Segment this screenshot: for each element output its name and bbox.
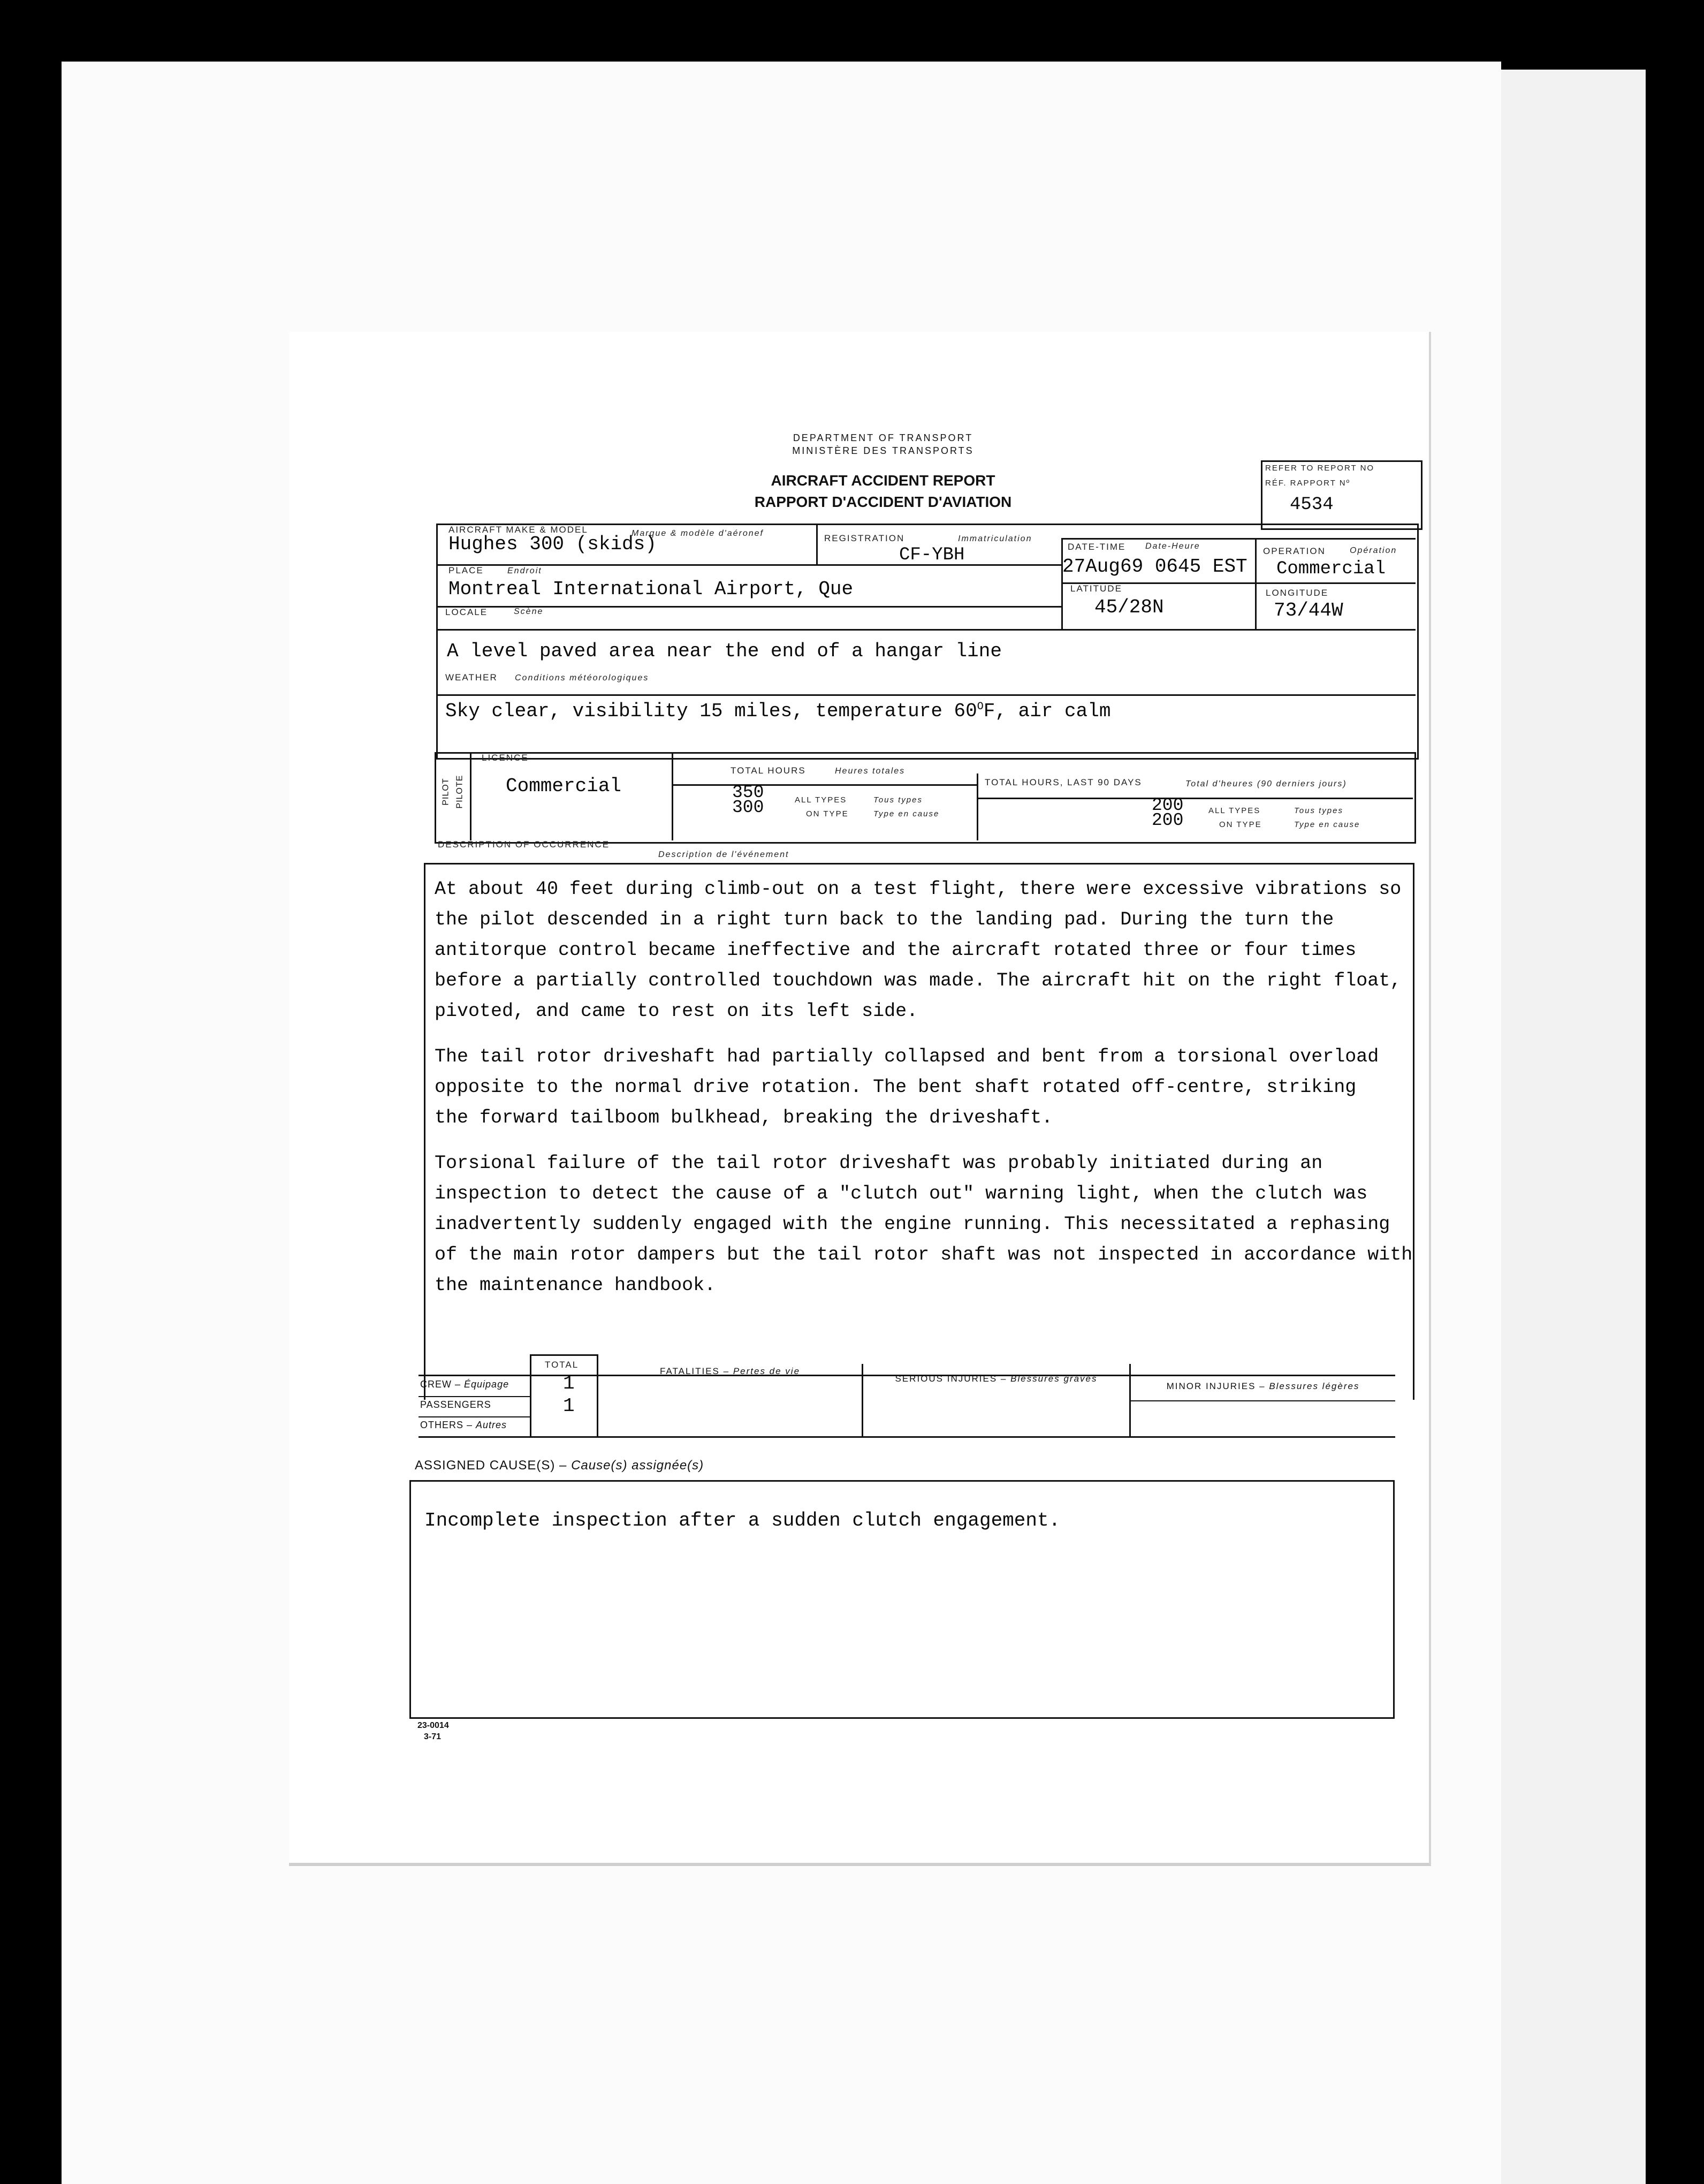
place-value: Montreal International Airport, Que — [448, 578, 854, 600]
last90-on-type-label: ON TYPE — [1219, 820, 1262, 829]
occurrence-line: inadvertently suddenly engaged with the engine running. This necessitated a rephasing — [435, 1214, 1390, 1235]
title-en: AIRCRAFT ACCIDENT REPORT — [771, 472, 995, 489]
datetime-label-fr: Date-Heure — [1145, 542, 1200, 551]
occurrence-line: the pilot descended in a right turn back to the landing pad. During the turn the — [435, 909, 1334, 930]
last90-label: TOTAL HOURS, LAST 90 DAYS — [985, 777, 1142, 787]
total-col-header: TOTAL — [545, 1360, 579, 1370]
occurrence-line: opposite to the normal drive rotation. The bent shaft rotated off-centre, striking — [435, 1076, 1357, 1098]
title-fr: RAPPORT D'ACCIDENT D'AVIATION — [754, 494, 1012, 510]
occurrence-label: DESCRIPTION OF OCCURRENCE — [438, 839, 610, 850]
operation-label: OPERATION — [1263, 546, 1326, 556]
report-number: 4534 — [1290, 495, 1334, 515]
place-label-fr: Endroit — [507, 566, 542, 575]
ref-label: REFER TO REPORT NO — [1265, 464, 1375, 473]
ref-label-fr: RÉF. RAPPORT Nº — [1265, 479, 1351, 488]
reg-value: CF-YBH — [899, 545, 965, 565]
form-number: 23-0014 — [417, 1721, 449, 1730]
others-row-label: OTHERS – Autres — [420, 1420, 507, 1430]
make-value: Hughes 300 (skids) — [448, 533, 657, 555]
locale-label-fr: Scène — [514, 607, 544, 616]
background-sheet-edge — [1501, 70, 1646, 2184]
make-label-fr: Marque & modèle d'aéronef — [632, 529, 764, 538]
weather-label: WEATHER — [445, 672, 498, 682]
last90-all-types-label: ALL TYPES — [1208, 806, 1261, 815]
passengers-total: 1 — [563, 1395, 575, 1417]
weather-value: Sky clear, visibility 15 miles, temperature $60^OF$, air calm — [445, 700, 1111, 722]
weather-label-fr: Conditions météorologiques — [515, 673, 649, 682]
occurrence-line: pivoted, and came to rest on its left side. — [435, 1000, 918, 1022]
latitude-label: LATITUDE — [1070, 583, 1122, 594]
dept-fr: MINISTÈRE DES TRANSPORTS — [792, 445, 974, 456]
pilot-side-label-fr: PILOTE — [455, 775, 465, 809]
passengers-row-label: PASSENGERS — [420, 1399, 491, 1410]
all-types-label-fr: Tous types — [873, 795, 923, 805]
on-type-label: ON TYPE — [806, 809, 849, 818]
last90-all-types-label-fr: Tous types — [1294, 806, 1343, 815]
cause-value: Incomplete inspection after a sudden clutch engagement. — [424, 1510, 1061, 1531]
operation-value: Commercial — [1276, 559, 1386, 579]
total-on-type: 300 — [732, 798, 764, 817]
licence-label: LICENCE — [482, 753, 529, 763]
longitude-label: LONGITUDE — [1266, 588, 1329, 598]
last90-label-fr: Total d'heures (90 derniers jours) — [1185, 779, 1347, 788]
reg-label-fr: Immatriculation — [958, 534, 1032, 543]
occurrence-line: the maintenance handbook. — [435, 1275, 716, 1296]
occurrence-line: At about 40 feet during climb-out on a test flight, there were excessive vibrations so — [435, 878, 1402, 900]
last90-on-type-label-fr: Type en cause — [1294, 820, 1360, 829]
occurrence-line: the forward tailboom bulkhead, breaking the driveshaft. — [435, 1107, 1053, 1128]
minor-col-header: MINOR INJURIES – Blessures légères — [1166, 1381, 1360, 1391]
serious-col-header: SERIOUS INJURIES – Blessures graves — [895, 1374, 1098, 1384]
longitude-value: 73/44W — [1274, 600, 1343, 621]
licence-value: Commercial — [506, 775, 622, 797]
occurrence-label-fr: Description de l'événement — [658, 850, 789, 859]
occurrence-line: of the main rotor dampers but the tail rotor shaft was not inspected in accordance with — [435, 1244, 1413, 1265]
crew-row-label: CREW – Équipage — [420, 1379, 509, 1390]
fatalities-col-header: FATALITIES – Pertes de vie — [659, 1366, 801, 1376]
pilot-side-label: PILOT — [441, 778, 451, 806]
reg-label: REGISTRATION — [824, 533, 905, 543]
last90-on-type: 200 — [1152, 810, 1184, 830]
datetime-value: 27Aug69 0645 EST — [1062, 556, 1247, 578]
place-label: PLACE — [448, 565, 484, 575]
dept-en: DEPARTMENT OF TRANSPORT — [793, 433, 973, 443]
total-hours-label-fr: Heures totales — [835, 767, 906, 776]
last90-all-types: 200 — [1152, 795, 1184, 815]
locale-label: LOCALE — [445, 607, 488, 617]
all-types-label: ALL TYPES — [795, 795, 847, 805]
occurrence-line: inspection to detect the cause of a "clutch out" warning light, when the clutch was — [435, 1183, 1368, 1204]
occurrence-line: The tail rotor driveshaft had partially collapsed and bent from a torsional overload — [435, 1046, 1379, 1067]
operation-label-fr: Opération — [1350, 546, 1397, 555]
latitude-value: 45/28N — [1094, 596, 1164, 618]
make-label: AIRCRAFT MAKE & MODEL — [448, 525, 588, 535]
on-type-label-fr: Type en cause — [873, 809, 940, 818]
total-all-types: 350 — [732, 783, 764, 802]
occurrence-line: before a partially controlled touchdown was made. The aircraft hit on the right float, — [435, 970, 1402, 991]
occurrence-line: Torsional failure of the tail rotor driveshaft was probably initiated during an — [435, 1152, 1323, 1174]
total-hours-label: TOTAL HOURS — [731, 765, 806, 776]
crew-total: 1 — [563, 1372, 575, 1394]
locale-value: A level paved area near the end of a hangar line — [447, 640, 1002, 662]
datetime-label: DATE-TIME — [1068, 542, 1126, 552]
form-date: 3-71 — [424, 1732, 442, 1741]
cause-label: ASSIGNED CAUSE(S) – Cause(s) assignée(s) — [415, 1458, 704, 1473]
occurrence-line: antitorque control became ineffective and the aircraft rotated three or four times — [435, 939, 1357, 961]
